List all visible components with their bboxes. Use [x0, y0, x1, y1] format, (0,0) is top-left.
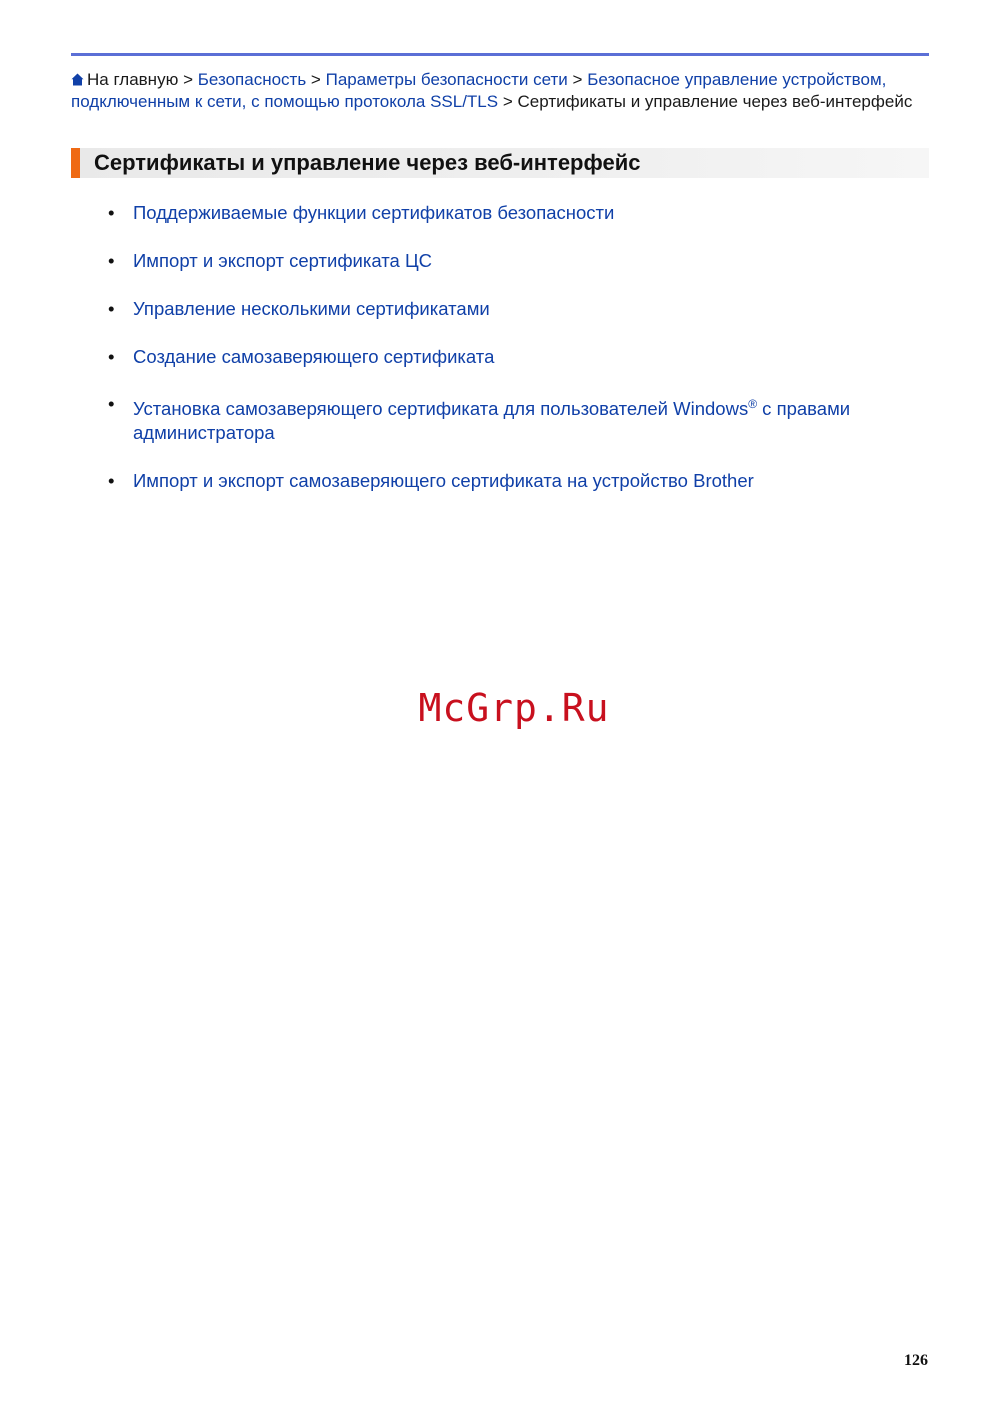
bullet: •: [108, 250, 115, 271]
breadcrumb: [71, 69, 929, 113]
page-number: 126: [904, 1352, 928, 1369]
list-item: [108, 201, 928, 225]
home-icon[interactable]: [71, 73, 84, 86]
breadcrumb-link-ssl-tls[interactable]: Безопасное управление устройством, подключенным к сети, с помощью протокола SSL/TLS: [71, 70, 887, 111]
bullet: •: [108, 346, 115, 367]
breadcrumb-separator: >: [310, 70, 321, 89]
breadcrumb-home: На главную: [87, 70, 179, 89]
list-item: [108, 297, 928, 321]
registered-mark: ®: [748, 396, 758, 411]
link-create-self-signed[interactable]: Создание самозаверяющего сертификата: [133, 346, 495, 367]
link-list: [108, 201, 928, 493]
link-text-before: Установка самозаверяющего сертификата для пользователей Windows: [133, 398, 749, 419]
link-import-export-self-signed[interactable]: Импорт и экспорт самозаверяющего сертификата на устройство Brother: [133, 470, 754, 491]
list-item: [108, 469, 928, 493]
link-text-after: с правами администратора: [133, 398, 851, 443]
link-import-export-ca[interactable]: Импорт и экспорт сертификата ЦС: [133, 250, 432, 271]
list-item: [108, 345, 928, 369]
list-item: [108, 249, 928, 273]
breadcrumb-link-security[interactable]: Безопасность: [197, 70, 307, 89]
breadcrumb-separator: >: [572, 70, 583, 89]
breadcrumb-separator: >: [502, 92, 513, 111]
section-accent-bar: [71, 148, 80, 178]
bullet: •: [108, 298, 115, 319]
list-item: [108, 393, 928, 445]
breadcrumb-link-network-security[interactable]: Параметры безопасности сети: [325, 70, 568, 89]
bullet: •: [108, 393, 115, 414]
link-install-self-signed-windows[interactable]: [133, 398, 850, 443]
top-rule: [71, 53, 929, 56]
watermark: McGrp.Ru: [418, 686, 610, 730]
section-title: Сертификаты и управление через веб-интерфейс: [94, 150, 641, 175]
section-header: [71, 148, 929, 178]
breadcrumb-current: Сертификаты и управление через веб-интерфейс: [517, 92, 913, 111]
bullet: •: [108, 470, 115, 491]
bullet: •: [108, 202, 115, 223]
link-manage-multiple[interactable]: Управление несколькими сертификатами: [133, 298, 490, 319]
link-supported-features[interactable]: Поддерживаемые функции сертификатов безопасности: [133, 202, 615, 223]
breadcrumb-separator: >: [183, 70, 193, 89]
